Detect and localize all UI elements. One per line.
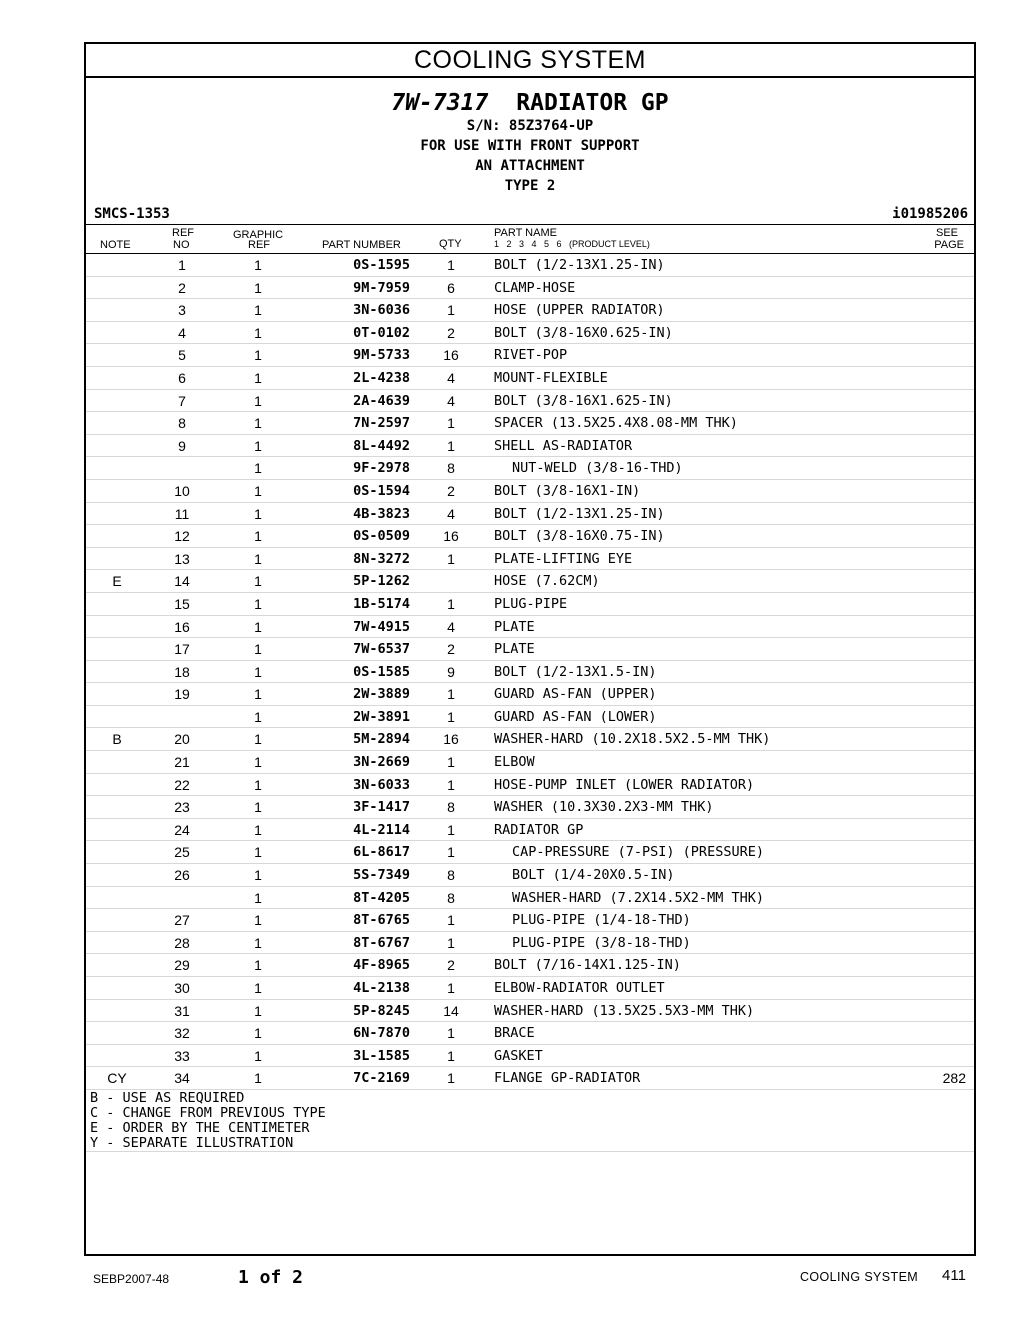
table-row	[86, 525, 974, 548]
graphic-ref-cell: 1	[254, 279, 262, 296]
part-name-cell: BOLT (3/8-16X1-IN)	[494, 482, 641, 499]
table-row	[86, 977, 974, 1000]
qty-cell: 16	[443, 731, 459, 748]
col-product-level: 1 2 3 4 5 6 (PRODUCT LEVEL)	[494, 239, 650, 249]
part-name-cell: WASHER-HARD (7.2X14.5X2-MM THK)	[512, 889, 764, 906]
part-number-cell: 8T-4205	[353, 889, 410, 906]
part-name-cell: BOLT (3/8-16X0.75-IN)	[494, 528, 665, 545]
qty-cell: 4	[447, 369, 455, 386]
part-number-cell: 7N-2597	[353, 415, 410, 432]
table-row	[86, 367, 974, 390]
ref-no-cell: 33	[174, 1047, 190, 1064]
part-name-cell: PLUG-PIPE (1/4-18-THD)	[512, 912, 691, 929]
col-see-top: SEE	[935, 227, 958, 239]
part-name-cell: HOSE-PUMP INLET (LOWER RADIATOR)	[494, 776, 755, 793]
graphic-ref-cell: 1	[254, 302, 262, 319]
smcs-code: SMCS-1353	[94, 206, 170, 222]
ref-no-cell: 8	[178, 415, 186, 432]
part-name-cell: PLUG-PIPE	[494, 595, 568, 612]
part-number-cell: 3L-1585	[353, 1047, 410, 1064]
part-number-cell: 2L-4238	[353, 369, 410, 386]
qty-cell: 1	[447, 821, 455, 838]
graphic-ref-cell: 1	[254, 482, 262, 499]
qty-cell: 1	[447, 844, 455, 861]
part-number-cell: 8N-3272	[353, 550, 410, 567]
table-row	[86, 1045, 974, 1068]
part-number-cell: 9M-7959	[353, 279, 410, 296]
part-name-cell: BOLT (1/4-20X0.5-IN)	[512, 867, 675, 884]
qty-cell: 8	[447, 460, 455, 477]
part-name-cell: BOLT (1/2-13X1.25-IN)	[494, 505, 665, 522]
part-number-cell: 7W-6537	[353, 641, 410, 658]
part-number-cell: 0S-1595	[353, 257, 410, 273]
table-row	[86, 638, 974, 661]
note-line: C - CHANGE FROM PREVIOUS TYPE	[90, 1104, 326, 1121]
subtitle-line: TYPE 2	[504, 178, 556, 194]
col-ref-top: REF	[172, 227, 194, 239]
graphic-ref-cell: 1	[254, 867, 262, 884]
part-number-cell: 0S-0509	[353, 528, 410, 545]
ref-no-cell: 30	[174, 980, 190, 996]
table-row	[86, 819, 974, 842]
qty-cell: 16	[443, 528, 459, 545]
part-name-cell: CAP-PRESSURE (7-PSI) (PRESSURE)	[512, 844, 764, 861]
note-line: E - ORDER BY THE CENTIMETER	[90, 1119, 310, 1136]
graphic-ref-cell: 1	[254, 912, 262, 929]
qty-cell: 2	[447, 957, 455, 974]
col-ref-bottom: NO	[173, 239, 190, 251]
table-row	[86, 909, 974, 932]
table-row	[86, 593, 974, 616]
qty-cell: 1	[447, 1025, 455, 1042]
ref-no-cell: 13	[174, 550, 190, 567]
ref-no-cell: 20	[174, 731, 190, 748]
graphic-ref-cell: 1	[254, 437, 262, 454]
table-row	[86, 254, 974, 277]
qty-cell: 8	[447, 889, 455, 906]
notes-legend	[86, 1090, 974, 1152]
ref-no-cell: 11	[174, 505, 190, 522]
graphic-ref-cell: 1	[254, 573, 262, 590]
table-row	[86, 435, 974, 458]
ref-no-cell: 5	[178, 347, 186, 364]
table-row	[86, 887, 974, 910]
section-banner: COOLING SYSTEM	[86, 44, 974, 78]
title-block	[86, 78, 974, 225]
part-name-cell: BRACE	[494, 1025, 535, 1042]
graphic-ref-cell: 1	[254, 731, 262, 748]
col-part-number: PART NUMBER	[322, 239, 401, 251]
part-name-cell: BOLT (7/16-14X1.125-IN)	[494, 957, 681, 974]
part-name-cell: BOLT (1/2-13X1.25-IN)	[494, 257, 665, 273]
qty-cell: 1	[447, 776, 455, 793]
part-number-cell: 6L-8617	[353, 844, 410, 861]
note-cell: CY	[107, 1070, 127, 1087]
subtitle-line: FOR USE WITH FRONT SUPPORT	[420, 138, 640, 154]
illustration-id: i01985206	[892, 206, 968, 222]
ref-no-cell: 23	[174, 799, 190, 816]
part-number-cell: 8T-6765	[353, 912, 410, 929]
qty-cell: 1	[447, 595, 455, 612]
table-row	[86, 344, 974, 367]
ref-no-cell: 34	[174, 1070, 190, 1087]
graphic-ref-cell: 1	[254, 460, 262, 477]
footer-page-number: 411	[942, 1267, 966, 1284]
part-number-cell: 7W-4915	[353, 618, 410, 635]
table-row	[86, 661, 974, 684]
part-number-cell: 3N-2669	[353, 754, 410, 771]
table-row	[86, 277, 974, 300]
table-row	[86, 457, 974, 480]
parts-page-frame	[84, 42, 976, 1256]
ref-no-cell: 6	[178, 369, 186, 386]
ref-no-cell: 18	[174, 663, 190, 680]
qty-cell: 4	[447, 505, 455, 522]
graphic-ref-cell: 1	[254, 257, 262, 273]
table-row	[86, 322, 974, 345]
table-row	[86, 570, 974, 593]
qty-cell: 1	[447, 437, 455, 454]
note-line: B - USE AS REQUIRED	[90, 1089, 245, 1106]
qty-cell: 1	[447, 754, 455, 771]
graphic-ref-cell: 1	[254, 754, 262, 771]
qty-cell: 1	[447, 686, 455, 703]
part-name-cell: WASHER-HARD (13.5X25.5X3-MM THK)	[494, 1002, 755, 1019]
qty-cell: 6	[447, 279, 455, 296]
part-number-cell: 0T-0102	[353, 324, 410, 341]
part-number-cell: 8L-4492	[353, 437, 410, 454]
ref-no-cell: 22	[174, 776, 190, 793]
part-name-cell: RADIATOR GP	[494, 821, 584, 838]
graphic-ref-cell: 1	[254, 415, 262, 432]
part-name-cell: GUARD AS-FAN (LOWER)	[494, 708, 657, 725]
qty-cell: 1	[447, 912, 455, 929]
col-note: NOTE	[100, 239, 131, 251]
graphic-ref-cell: 1	[254, 934, 262, 951]
graphic-ref-cell: 1	[254, 776, 262, 793]
ref-no-cell: 31	[174, 1002, 190, 1019]
table-row	[86, 796, 974, 819]
qty-cell: 1	[447, 980, 455, 996]
ref-no-cell: 7	[178, 392, 186, 409]
col-part-name: PART NAME	[494, 227, 557, 239]
column-headers	[86, 225, 974, 254]
graphic-ref-cell: 1	[254, 528, 262, 545]
graphic-ref-cell: 1	[254, 844, 262, 861]
part-name-cell: HOSE (7.62CM)	[494, 573, 600, 590]
table-row	[86, 954, 974, 977]
part-name-cell: PLATE-LIFTING EYE	[494, 550, 633, 567]
qty-cell: 1	[447, 1047, 455, 1064]
ref-no-cell: 17	[174, 641, 190, 658]
ref-no-cell: 3	[178, 302, 186, 319]
qty-cell: 1	[447, 934, 455, 951]
graphic-ref-cell: 1	[254, 369, 262, 386]
ref-no-cell: 21	[174, 754, 190, 771]
part-number-cell: 2A-4639	[353, 392, 410, 409]
col-gref-top: GRAPHIC	[233, 229, 284, 241]
graphic-ref-cell: 1	[254, 708, 262, 725]
part-number-cell: 1B-5174	[353, 595, 410, 612]
page-footer	[0, 1262, 1020, 1292]
graphic-ref-cell: 1	[254, 821, 262, 838]
part-number-cell: 2W-3891	[353, 708, 410, 725]
ref-no-cell: 26	[174, 867, 190, 884]
qty-cell: 4	[447, 392, 455, 409]
table-row	[86, 616, 974, 639]
table-row	[86, 774, 974, 797]
part-name-cell: BOLT (3/8-16X0.625-IN)	[494, 324, 673, 341]
qty-cell: 1	[447, 302, 455, 319]
ref-no-cell: 19	[174, 686, 190, 703]
graphic-ref-cell: 1	[254, 505, 262, 522]
qty-cell: 2	[447, 641, 455, 658]
qty-cell: 4	[447, 618, 455, 635]
graphic-ref-cell: 1	[254, 1002, 262, 1019]
ref-no-cell: 2	[178, 279, 186, 296]
qty-cell: 1	[447, 257, 455, 273]
graphic-ref-cell: 1	[254, 324, 262, 341]
part-name-cell: FLANGE GP-RADIATOR	[494, 1070, 641, 1087]
note-cell: E	[112, 573, 122, 590]
qty-cell: 8	[447, 799, 455, 816]
ref-no-cell: 29	[174, 957, 190, 974]
graphic-ref-cell: 1	[254, 618, 262, 635]
see-page-cell: 282	[942, 1070, 966, 1087]
qty-cell: 14	[443, 1002, 459, 1019]
qty-cell: 2	[447, 324, 455, 341]
subtitle-line: AN ATTACHMENT	[475, 158, 585, 174]
graphic-ref-cell: 1	[254, 686, 262, 703]
part-name-cell: NUT-WELD (3/8-16-THD)	[512, 460, 683, 477]
table-row	[86, 1022, 974, 1045]
graphic-ref-cell: 1	[254, 663, 262, 680]
part-number-cell: 0S-1594	[353, 482, 410, 499]
footer-page-of: 1 of 2	[238, 1267, 304, 1288]
table-row	[86, 480, 974, 503]
table-row	[86, 864, 974, 887]
part-name-cell: RIVET-POP	[494, 347, 568, 364]
part-name-cell: ELBOW-RADIATOR OUTLET	[494, 980, 665, 996]
part-number-cell: 9F-2978	[353, 460, 410, 477]
group-part-number: 7W-7317	[391, 90, 489, 116]
part-number-cell: 4L-2114	[353, 821, 410, 838]
graphic-ref-cell: 1	[254, 595, 262, 612]
subtitle-line: S/N: 85Z3764-UP	[466, 118, 594, 134]
part-number-cell: 5P-8245	[353, 1002, 410, 1019]
footer-doc-id: SEBP2007-48	[93, 1272, 170, 1286]
part-number-cell: 5M-2894	[353, 731, 410, 748]
qty-cell: 1	[447, 1070, 455, 1087]
graphic-ref-cell: 1	[254, 957, 262, 974]
part-name-cell: WASHER-HARD (10.2X18.5X2.5-MM THK)	[494, 731, 771, 748]
group-title	[86, 78, 974, 116]
table-row	[86, 706, 974, 729]
table-row	[86, 299, 974, 322]
part-number-cell: 5S-7349	[353, 867, 410, 884]
ref-no-cell: 4	[178, 324, 186, 341]
part-number-cell: 3N-6036	[353, 302, 410, 319]
qty-cell: 1	[447, 550, 455, 567]
qty-cell: 9	[447, 663, 455, 680]
group-part-name: RADIATOR GP	[516, 90, 669, 116]
part-name-cell: SPACER (13.5X25.4X8.08-MM THK)	[494, 415, 738, 432]
col-see-bottom: PAGE	[934, 239, 964, 251]
part-number-cell: 3N-6033	[353, 776, 410, 793]
part-number-cell: 9M-5733	[353, 347, 410, 364]
part-number-cell: 7C-2169	[353, 1070, 410, 1087]
table-row	[86, 1067, 974, 1090]
table-row	[86, 412, 974, 435]
ref-no-cell: 9	[178, 437, 186, 454]
part-number-cell: 4F-8965	[353, 957, 410, 974]
graphic-ref-cell: 1	[254, 799, 262, 816]
graphic-ref-cell: 1	[254, 641, 262, 658]
part-number-cell: 0S-1585	[353, 663, 410, 680]
qty-cell: 8	[447, 867, 455, 884]
ref-no-cell: 1	[178, 257, 186, 273]
part-name-cell: GUARD AS-FAN (UPPER)	[494, 686, 657, 703]
part-name-cell: PLATE	[494, 641, 535, 658]
footer-section: COOLING SYSTEM	[800, 1270, 919, 1284]
part-number-cell: 6N-7870	[353, 1025, 410, 1042]
part-name-cell: ELBOW	[494, 754, 535, 771]
part-number-cell: 2W-3889	[353, 686, 410, 703]
table-row	[86, 683, 974, 706]
qty-cell: 16	[443, 347, 459, 364]
ref-no-cell: 14	[174, 573, 190, 590]
part-number-cell: 8T-6767	[353, 934, 410, 951]
graphic-ref-cell: 1	[254, 550, 262, 567]
part-name-cell: PLUG-PIPE (3/8-18-THD)	[512, 934, 691, 951]
part-number-cell: 4B-3823	[353, 505, 410, 522]
table-row	[86, 503, 974, 526]
table-row	[86, 751, 974, 774]
part-name-cell: CLAMP-HOSE	[494, 279, 576, 296]
part-name-cell: SHELL AS-RADIATOR	[494, 437, 633, 454]
part-name-cell: BOLT (1/2-13X1.5-IN)	[494, 663, 657, 680]
part-name-cell: HOSE (UPPER RADIATOR)	[494, 302, 665, 319]
ref-no-cell: 24	[174, 821, 190, 838]
ref-no-cell: 27	[174, 912, 190, 929]
graphic-ref-cell: 1	[254, 1070, 262, 1087]
table-row	[86, 548, 974, 571]
ref-no-cell: 10	[174, 482, 190, 499]
qty-cell: 1	[447, 708, 455, 725]
qty-cell: 1	[447, 415, 455, 432]
table-row	[86, 1000, 974, 1023]
graphic-ref-cell: 1	[254, 347, 262, 364]
note-cell: B	[112, 731, 122, 748]
ref-no-cell: 32	[174, 1025, 190, 1042]
table-row	[86, 390, 974, 413]
col-qty: QTY	[439, 238, 462, 250]
part-name-cell: GASKET	[494, 1047, 543, 1064]
graphic-ref-cell: 1	[254, 392, 262, 409]
parts-list	[86, 254, 974, 1090]
part-name-cell: PLATE	[494, 618, 535, 635]
ref-no-cell: 28	[174, 934, 190, 951]
ref-no-cell: 25	[174, 844, 190, 861]
part-name-cell: BOLT (3/8-16X1.625-IN)	[494, 392, 673, 409]
part-number-cell: 4L-2138	[353, 980, 410, 996]
table-row	[86, 932, 974, 955]
ref-no-cell: 15	[174, 595, 190, 612]
graphic-ref-cell: 1	[254, 1025, 262, 1042]
ref-no-cell: 16	[174, 618, 190, 635]
table-row	[86, 728, 974, 751]
graphic-ref-cell: 1	[254, 1047, 262, 1064]
col-gref-bottom: REF	[248, 239, 270, 251]
table-row	[86, 841, 974, 864]
graphic-ref-cell: 1	[254, 980, 262, 996]
part-name-cell: WASHER (10.3X30.2X3-MM THK)	[494, 799, 714, 816]
part-number-cell: 3F-1417	[353, 799, 410, 816]
ref-no-cell: 12	[174, 528, 190, 545]
part-number-cell: 5P-1262	[353, 573, 410, 590]
note-line: Y - SEPARATE ILLUSTRATION	[90, 1134, 294, 1151]
part-name-cell: MOUNT-FLEXIBLE	[494, 369, 608, 386]
graphic-ref-cell: 1	[254, 889, 262, 906]
qty-cell: 2	[447, 482, 455, 499]
